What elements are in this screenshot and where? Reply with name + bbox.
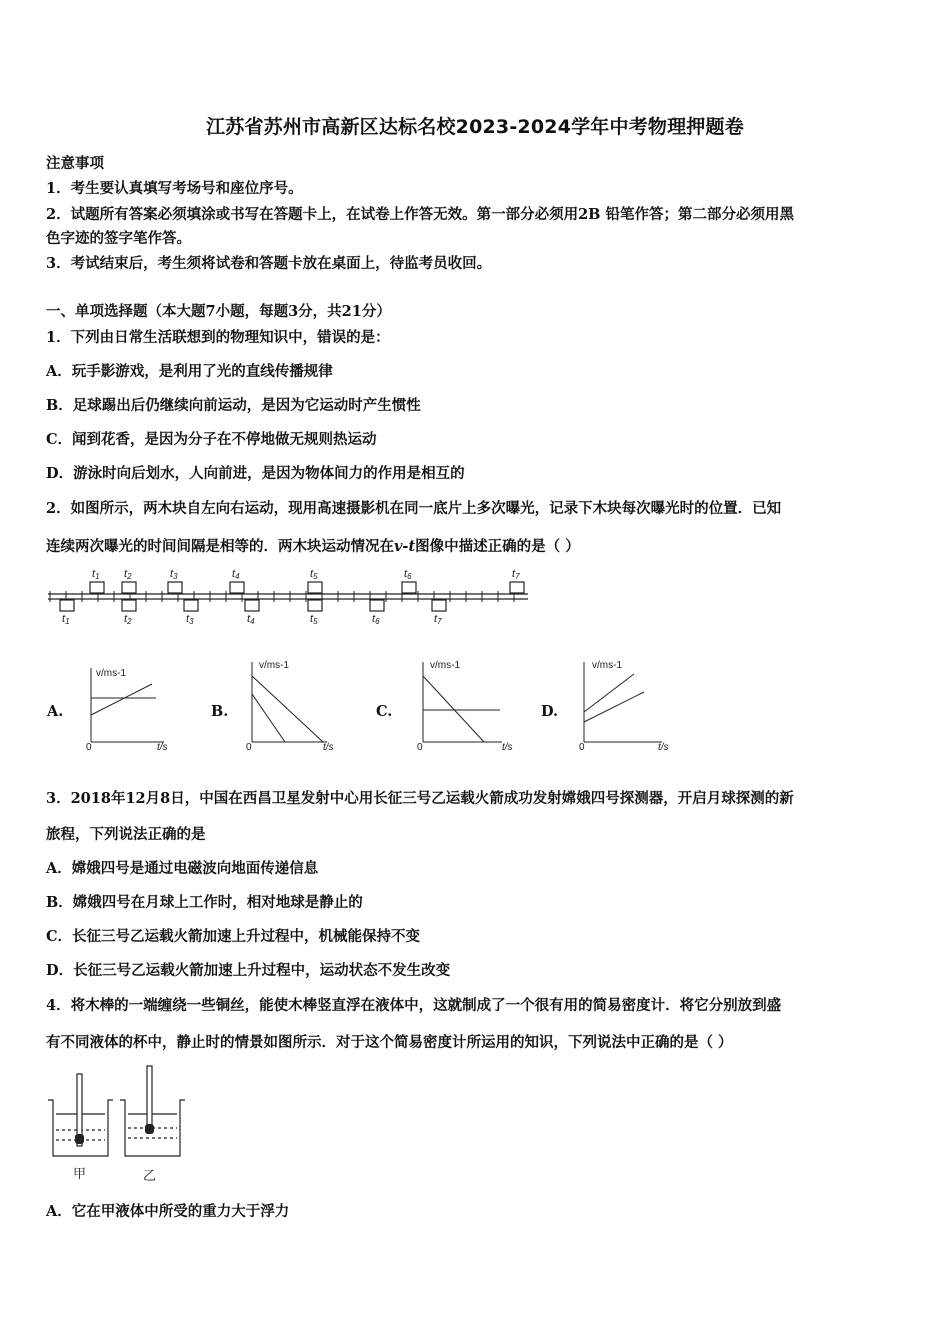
q2-option-c-letter: C.: [376, 703, 393, 720]
lower-block: [308, 600, 322, 611]
hydrometer-yi-stick: [147, 1066, 152, 1132]
graph-c-line-falling: [423, 676, 484, 742]
graph-a-xlabel: t/s: [157, 742, 168, 753]
notice-heading: 注意事项: [46, 155, 104, 172]
notice-item-2-cont: 色字迹的签字笔作答。: [46, 230, 191, 247]
q4-stem-line2: 有不同液体的杯中，静止时的情景如图所示．对于这个简易密度计所运用的知识，下列说法中正确的是（ ）: [46, 1034, 733, 1051]
q2-option-b-letter: B.: [211, 703, 229, 720]
upper-block-label: t1: [92, 568, 100, 581]
upper-block: [402, 582, 416, 593]
lower-block-label: t3: [186, 613, 194, 626]
q1-option-b: B．足球踢出后仍继续向前运动，是因为它运动时产生惯性: [46, 397, 421, 414]
lower-block: [370, 600, 384, 611]
q3-stem-line2: 旅程，下列说法正确的是: [46, 826, 206, 843]
lower-block-label: t7: [434, 613, 442, 626]
q3-stem-line1: 3．2018年12月8日，中国在西昌卫星发射中心用长征三号乙运载火箭成功发射嫦娥四号探测器，开启月球探测的新: [46, 790, 794, 807]
notice-item-2: 2．试题所有答案必须填涂或书写在答题卡上，在试卷上作答无效。第一部分必须用2B 铅笔作答；第二部分必须用黑: [46, 206, 794, 223]
upper-block: [510, 582, 524, 593]
upper-block-label: t7: [512, 568, 520, 581]
q2-graph-d: [576, 654, 686, 754]
graph-a-line-rising: [91, 684, 152, 715]
notice-item-1: 1．考生要认真填写考场号和座位序号。: [46, 180, 303, 197]
q3-option-d: D．长征三号乙运载火箭加速上升过程中，运动状态不发生改变: [46, 962, 451, 979]
upper-block: [230, 582, 244, 593]
graph-a-ylabel: v/ms-1: [96, 668, 126, 679]
lower-block-label: t6: [372, 613, 380, 626]
lower-block: [432, 600, 446, 611]
q2-graph-c: [410, 654, 520, 754]
lower-block: [184, 600, 198, 611]
cup-label-yi: 乙: [143, 1168, 157, 1183]
q2-stem-vt: v-t: [394, 538, 416, 555]
q2-stem-part2: 图像中描述正确的是（ ）: [415, 538, 580, 555]
q2-graph-a: [80, 656, 190, 754]
upper-block-label: t6: [404, 568, 412, 581]
lower-block: [122, 600, 136, 611]
hydrometer-diagram: [44, 1062, 194, 1186]
graph-a-origin: 0: [86, 742, 92, 753]
lower-block-label: t4: [247, 613, 255, 626]
q2-graph-b: [241, 654, 351, 754]
q1-option-d: D．游泳时向后划水，人向前进，是因为物体间力的作用是相互的: [46, 465, 465, 482]
upper-block-label: t3: [170, 568, 178, 581]
hydrometer-jia-copper: [75, 1134, 84, 1144]
graph-d-origin: 0: [579, 742, 585, 753]
upper-block-label: t4: [232, 568, 240, 581]
q4-stem-line1: 4．将木棒的一端缠绕一些铜丝，能使木棒竖直浮在液体中，这就制成了一个很有用的简易密度计．将它分别放到盛: [46, 997, 782, 1014]
graph-b-origin: 0: [246, 742, 252, 753]
upper-block-label: t2: [124, 568, 132, 581]
q3-option-b: B．嫦娥四号在月球上工作时，相对地球是静止的: [46, 894, 363, 911]
lower-block-label: t2: [124, 613, 132, 626]
q2-stem-line2: [46, 535, 580, 556]
graph-d-xlabel: t/s: [658, 742, 669, 753]
hydrometer-yi-copper: [145, 1124, 154, 1134]
lower-block: [245, 600, 259, 611]
q3-option-c: C．长征三号乙运载火箭加速上升过程中，机械能保持不变: [46, 928, 421, 945]
q2-stem-line1: 2．如图所示，两木块自左向右运动，现用高速摄影机在同一底片上多次曝光，记录下木块每次曝光时的位置．已知: [46, 500, 782, 517]
graph-c-origin: 0: [417, 742, 423, 753]
upper-block: [308, 582, 322, 593]
q1-option-a: A．玩手影游戏，是利用了光的直线传播规律: [46, 363, 333, 380]
page-title: 江苏省苏州市高新区达标名校2023-2024学年中考物理押题卷: [206, 116, 744, 138]
lower-block-label: t5: [310, 613, 318, 626]
graph-d-line-gentle: [584, 692, 644, 722]
graph-c-ylabel: v/ms-1: [430, 660, 460, 671]
graph-d-line-steep: [584, 674, 634, 712]
graph-b-line-fast: [252, 694, 285, 742]
lower-block-label: t1: [62, 613, 70, 626]
graph-b-xlabel: t/s: [323, 742, 334, 753]
cup-label-jia: 甲: [73, 1166, 87, 1181]
q1-stem: 1．下列由日常生活联想到的物理知识中，错误的是：: [46, 329, 390, 346]
q1-option-c: C．闻到花香，是因为分子在不停地做无规则热运动: [46, 431, 377, 448]
notice-item-3: 3．考试结束后，考生须将试卷和答题卡放在桌面上，待监考员收回。: [46, 255, 492, 272]
upper-block: [122, 582, 136, 593]
graph-b-ylabel: v/ms-1: [259, 660, 289, 671]
q4-option-a: A．它在甲液体中所受的重力大于浮力: [46, 1203, 290, 1220]
upper-block-label: t5: [310, 568, 318, 581]
section-heading: 一、单项选择题（本大题7小题，每题3分，共21分）: [46, 303, 391, 320]
q3-option-a: A．嫦娥四号是通过电磁波向地面传递信息: [46, 860, 319, 877]
graph-c-xlabel: t/s: [502, 742, 513, 753]
upper-block: [90, 582, 104, 593]
graph-d-ylabel: v/ms-1: [592, 660, 622, 671]
lower-block: [60, 600, 74, 611]
upper-block: [168, 582, 182, 593]
q2-option-d-letter: D.: [541, 703, 559, 720]
q2-option-a-letter: A.: [47, 703, 64, 720]
q2-stem-part1: 连续两次曝光的时间间隔是相等的．两木块运动情况在: [46, 538, 394, 555]
exposure-strip-diagram: [40, 562, 540, 626]
